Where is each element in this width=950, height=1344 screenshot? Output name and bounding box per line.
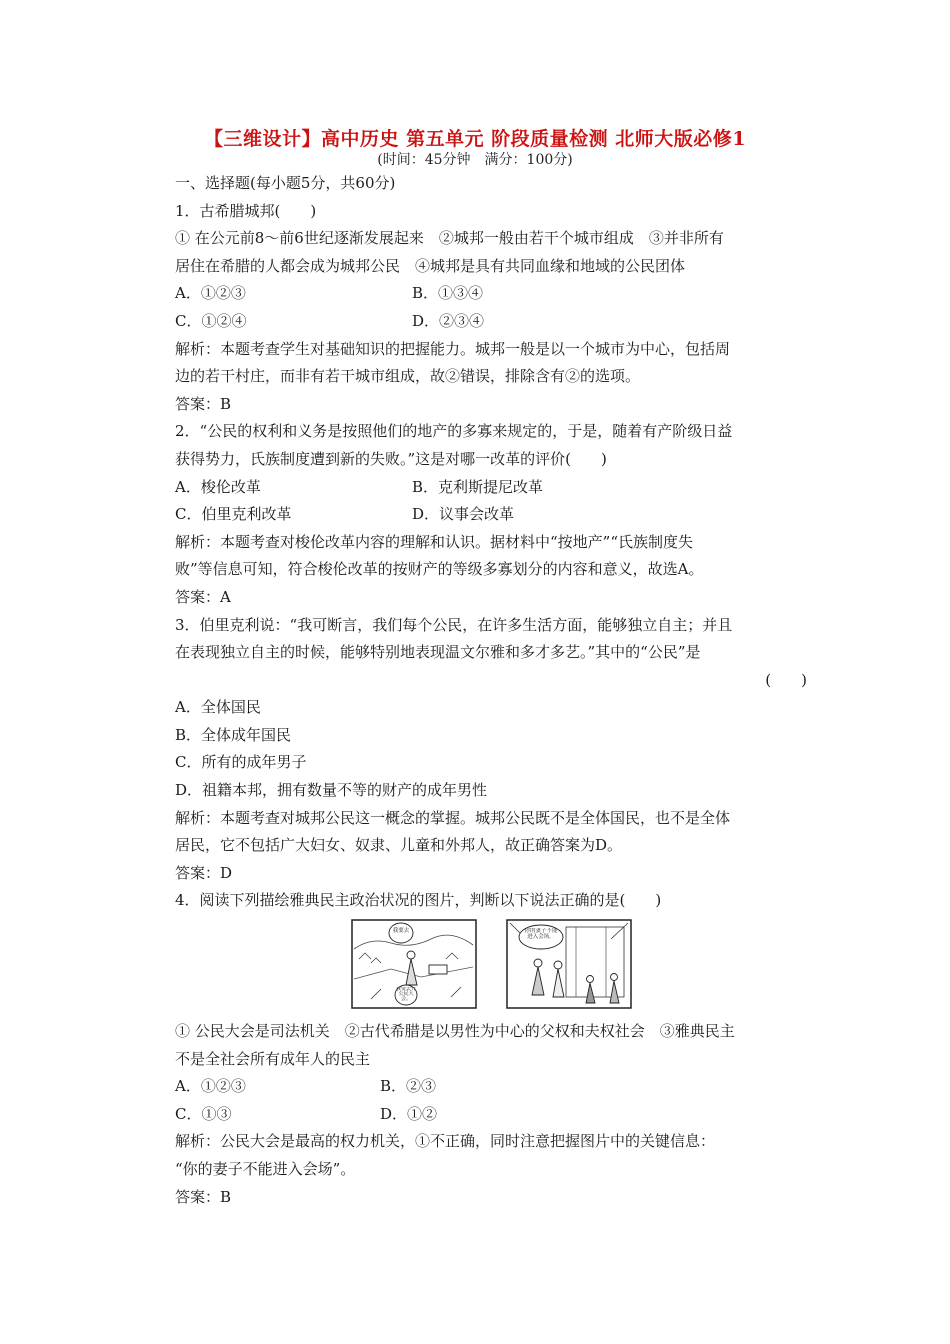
q2-answer: 答案：A — [175, 587, 231, 606]
q3-option-b: B．全体成年国民 — [175, 725, 292, 744]
q4-options-row — [175, 1101, 807, 1129]
q3-option-a: A．全体国民 — [175, 698, 261, 717]
section-heading: 一、选择题(每小题5分，共60分) — [175, 174, 396, 192]
q2-option-b: B．克利斯提尼改革 — [412, 477, 544, 496]
q4-material-line: ① 公民大会是司法机关 ②古代希腊是以男性为中心的父权和夫权社会 ③雅典民主 — [175, 1022, 735, 1041]
q2-option-d: D．议事会改革 — [412, 505, 515, 524]
q1-answer: 答案：B — [175, 394, 232, 413]
bubble-text: 你的妻子不能进入会场。 — [524, 928, 558, 941]
q3-stem-line: 在表现独立自主的时候，能够特别地表现温文尔雅和多才多艺。”其中的“公民”是 — [175, 643, 701, 662]
document-title: 【三维设计】高中历史 第五单元 阶段质量检测 北师大版必修1 — [203, 128, 747, 150]
q2-stem-line: 2．“公民的权利和义务是按照他们的地产的多寡来规定的，于是，随着有产阶级日益 — [175, 422, 733, 441]
q1-option-c: C．①②④ — [175, 311, 247, 330]
q4-option-a: A．①②③ — [175, 1077, 246, 1096]
bubble-text: 我要去 — [392, 928, 410, 935]
q4-option-d: D．①② — [380, 1104, 438, 1123]
athens-assembly-cartoon — [351, 919, 477, 1009]
q2-option-c: C．伯里克利改革 — [175, 505, 292, 524]
q4-option-b: B．②③ — [380, 1077, 437, 1096]
q1-option-d: D．②③④ — [412, 311, 485, 330]
q4-answer: 答案：B — [175, 1187, 232, 1206]
q1-analysis-line: 解析：本题考查学生对基础知识的把握能力。城邦一般是以一个城市为中心，包括周 — [175, 339, 731, 358]
q1-options-row — [175, 308, 807, 336]
q1-material-line: ① 在公元前8～前6世纪逐渐发展起来 ②城邦一般由若干个城市组成 ③并非所有 — [175, 229, 724, 248]
document-body — [175, 170, 807, 1211]
q2-analysis-line: 败”等信息可知，符合梭伦改革的按财产的等级多寡划分的内容和意义，故选A。 — [175, 560, 704, 579]
q2-options-row — [175, 474, 807, 502]
q3-option-c: C．所有的成年男子 — [175, 753, 307, 772]
q3-analysis-line: 解析：本题考查对城邦公民这一概念的掌握。城邦公民既不是全体国民，也不是全体 — [175, 808, 731, 827]
q1-option-b: B．①③④ — [412, 284, 484, 303]
q4-analysis-line: 解析：公民大会是最高的权力机关，①不正确，同时注意把握图片中的关键信息： — [175, 1132, 716, 1151]
q3-answer-blank: ( ) — [765, 670, 807, 689]
q2-stem-line: 获得势力，氏族制度遭到新的失败。”这是对哪一改革的评价( ) — [175, 449, 607, 468]
q3-stem-line: 3．伯里克利说：“我可断言，我们每个公民，在许多生活方面，能够独立自主；并且 — [175, 615, 733, 634]
q4-illustrations — [175, 919, 807, 1014]
athens-wife-excluded-cartoon — [506, 919, 632, 1009]
bubble-text: 我要去开公民大会。 — [396, 987, 416, 1003]
q1-material-line: 居住在希腊的人都会成为城邦公民 ④城邦是具有共同血缘和地域的公民团体 — [175, 256, 686, 275]
q1-option-a: A．①②③ — [175, 284, 246, 303]
q4-options-row — [175, 1073, 807, 1101]
q2-analysis-line: 解析：本题考查对梭伦改革内容的理解和认识。据材料中“按地产”“氏族制度失 — [175, 532, 694, 551]
q1-stem: 1．古希腊城邦( ) — [175, 201, 317, 220]
q2-options-row — [175, 501, 807, 529]
q3-option-d: D．祖籍本邦，拥有数量不等的财产的成年男性 — [175, 781, 488, 800]
q4-analysis-line: “你的妻子不能进入会场”。 — [175, 1160, 356, 1178]
q3-answer: 答案：D — [175, 863, 233, 882]
q4-option-c: C．①③ — [175, 1104, 232, 1123]
q3-analysis-line: 居民，它不包括广大妇女、奴隶、儿童和外邦人，故正确答案为D。 — [175, 836, 623, 855]
q1-analysis-line: 边的若干村庄，而非有若干城市组成，故②错误，排除含有②的选项。 — [175, 367, 641, 386]
q4-material-line: 不是全社会所有成年人的民主 — [175, 1049, 371, 1068]
document-subtitle: (时间：45分钟 满分：100分) — [377, 152, 573, 168]
q1-options-row — [175, 280, 807, 308]
q4-stem: 4．阅读下列描绘雅典民主政治状况的图片，判断以下说法正确的是( ) — [175, 891, 662, 910]
q2-option-a: A．梭伦改革 — [175, 477, 261, 496]
